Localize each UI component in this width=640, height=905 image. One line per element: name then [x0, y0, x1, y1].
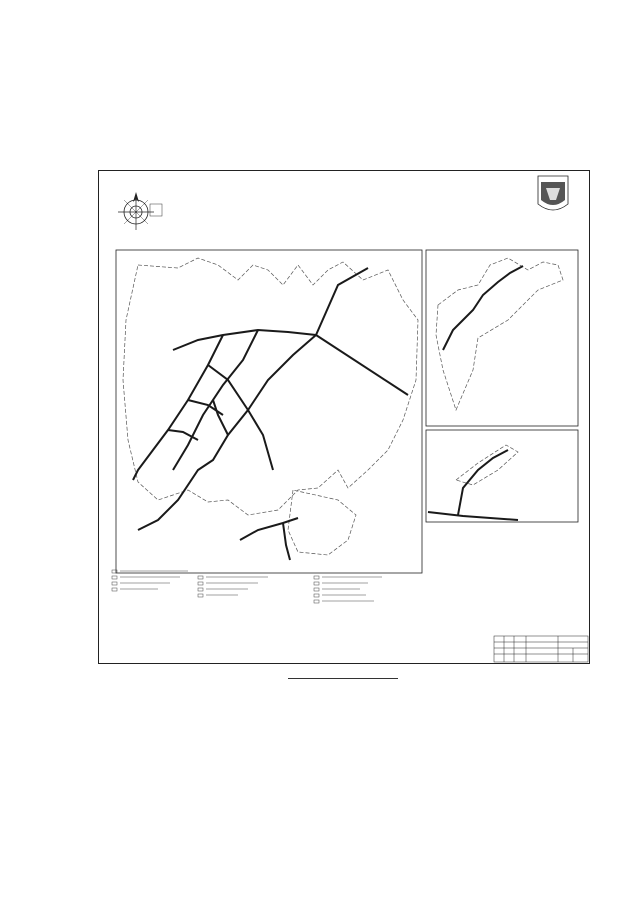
coat-of-arms-emblem	[538, 176, 568, 210]
map-sheet	[98, 170, 590, 664]
page-divider	[288, 678, 398, 679]
